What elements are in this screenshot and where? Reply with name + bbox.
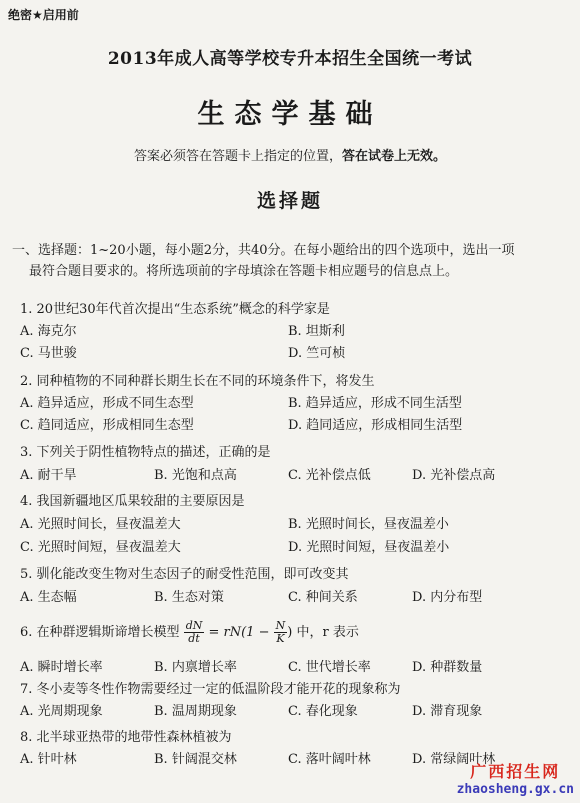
option-d: D. 光补偿点高 xyxy=(412,468,496,483)
option-b: B. 光照时间长，昼夜温差小 xyxy=(288,517,449,532)
option-d: D. 内分布型 xyxy=(412,590,483,605)
option-c: C. 种间关系 xyxy=(288,590,358,605)
question-stem xyxy=(20,616,572,650)
question-stem: 4. 我国新疆地区瓜果较甜的主要原因是 xyxy=(20,494,245,509)
question-stem: 8. 北半球亚热带的地带性森林植被为 xyxy=(20,730,232,745)
question-7 xyxy=(20,680,572,724)
stem-suffix: 中，r 表示 xyxy=(296,625,359,640)
option-b: B. 坦斯利 xyxy=(288,324,345,339)
fraction-numerator: N xyxy=(275,619,286,632)
notice-normal: 答案必须答在答题卡上指定的位置， xyxy=(133,149,342,164)
question-stem: 3. 下列关于阴性植物特点的描述，正确的是 xyxy=(20,445,271,460)
section-instructions xyxy=(12,240,572,282)
option-c: C. 春化现象 xyxy=(288,704,358,719)
option-b: B. 趋异适应，形成不同生活型 xyxy=(288,396,462,411)
option-c: C. 落叶阔叶林 xyxy=(288,752,371,767)
subject-title: 生态学基础 xyxy=(197,99,383,130)
option-b: B. 针阔混交林 xyxy=(154,752,237,767)
option-a: A. 瞬时增长率 xyxy=(20,660,103,675)
fraction-numerator: dN xyxy=(185,619,203,632)
fraction-dn-dt xyxy=(184,620,205,645)
option-a: A. 耐干旱 xyxy=(20,468,77,483)
option-d: D. 滞育现象 xyxy=(412,704,483,719)
question-1 xyxy=(20,300,572,364)
site-watermark xyxy=(457,759,574,797)
notice-bold: 答在试卷上无效。 xyxy=(342,149,447,164)
instructions-line-2: 最符合题目要求的。将所选项前的字母填涂在答题卡相应题号的信息点上。 xyxy=(29,264,459,279)
option-c: C. 光照时间短，昼夜温差大 xyxy=(20,540,181,555)
option-a: A. 针叶林 xyxy=(20,752,77,767)
option-b: B. 温周期现象 xyxy=(154,704,237,719)
fraction-denominator: K xyxy=(276,632,285,645)
option-a: A. 光照时间长，昼夜温差大 xyxy=(20,517,181,532)
option-d: D. 趋同适应，形成相同生活型 xyxy=(288,418,463,433)
question-stem: 1. 20世纪30年代首次提出“生态系统”概念的科学家是 xyxy=(20,302,330,317)
option-a: A. 光周期现象 xyxy=(20,704,103,719)
option-a: A. 趋异适应，形成不同生态型 xyxy=(20,396,194,411)
equation-middle: = rN(1 − xyxy=(208,625,270,640)
option-b: B. 内禀增长率 xyxy=(154,660,237,675)
question-2 xyxy=(20,372,572,436)
option-c: C. 马世骏 xyxy=(20,346,77,361)
exam-title: 2013年成人高等学校专升本招生全国统一考试 xyxy=(107,49,473,69)
secret-label: 绝密★启用前 xyxy=(8,8,79,22)
question-3 xyxy=(20,443,572,487)
option-d: D. 常绿阔叶林 xyxy=(412,752,496,767)
equation-end: ) xyxy=(287,625,293,640)
option-c: C. 世代增长率 xyxy=(288,660,371,675)
option-b: B. 光饱和点高 xyxy=(154,468,237,483)
watermark-url: zhaosheng.gx.cn xyxy=(456,782,574,797)
instructions-line-1: 一、选择题：1~20小题，每小题2分，共40分。在每小题给出的四个选项中，选出一项 xyxy=(12,243,515,258)
question-stem: 2. 同种植物的不同种群长期生长在不同的环境条件下，将发生 xyxy=(20,374,375,389)
option-d: D. 种群数量 xyxy=(412,660,483,675)
stem-prefix: 6. 在种群逻辑斯谛增长模型 xyxy=(20,625,180,640)
question-stem: 5. 驯化能改变生物对生态因子的耐受性范围，即可改变其 xyxy=(20,567,349,582)
fraction-n-k xyxy=(274,620,288,645)
section-title: 选择题 xyxy=(256,190,323,212)
option-d: D. 光照时间短，昼夜温差小 xyxy=(288,540,450,555)
watermark-site-name: 广西招生网 xyxy=(470,762,561,781)
option-b: B. 生态对策 xyxy=(154,590,224,605)
question-6 xyxy=(20,616,572,680)
option-a: A. 海克尔 xyxy=(20,324,77,339)
question-4 xyxy=(20,492,572,556)
question-5 xyxy=(20,565,572,609)
fraction-denominator: dt xyxy=(188,632,200,645)
option-c: C. 趋同适应，形成相同生态型 xyxy=(20,418,194,433)
option-d: D. 竺可桢 xyxy=(288,346,346,361)
option-a: A. 生态幅 xyxy=(20,590,77,605)
answer-notice xyxy=(0,145,580,164)
question-stem: 7. 冬小麦等冬性作物需要经过一定的低温阶段才能开花的现象称为 xyxy=(20,682,401,697)
option-c: C. 光补偿点低 xyxy=(288,468,371,483)
